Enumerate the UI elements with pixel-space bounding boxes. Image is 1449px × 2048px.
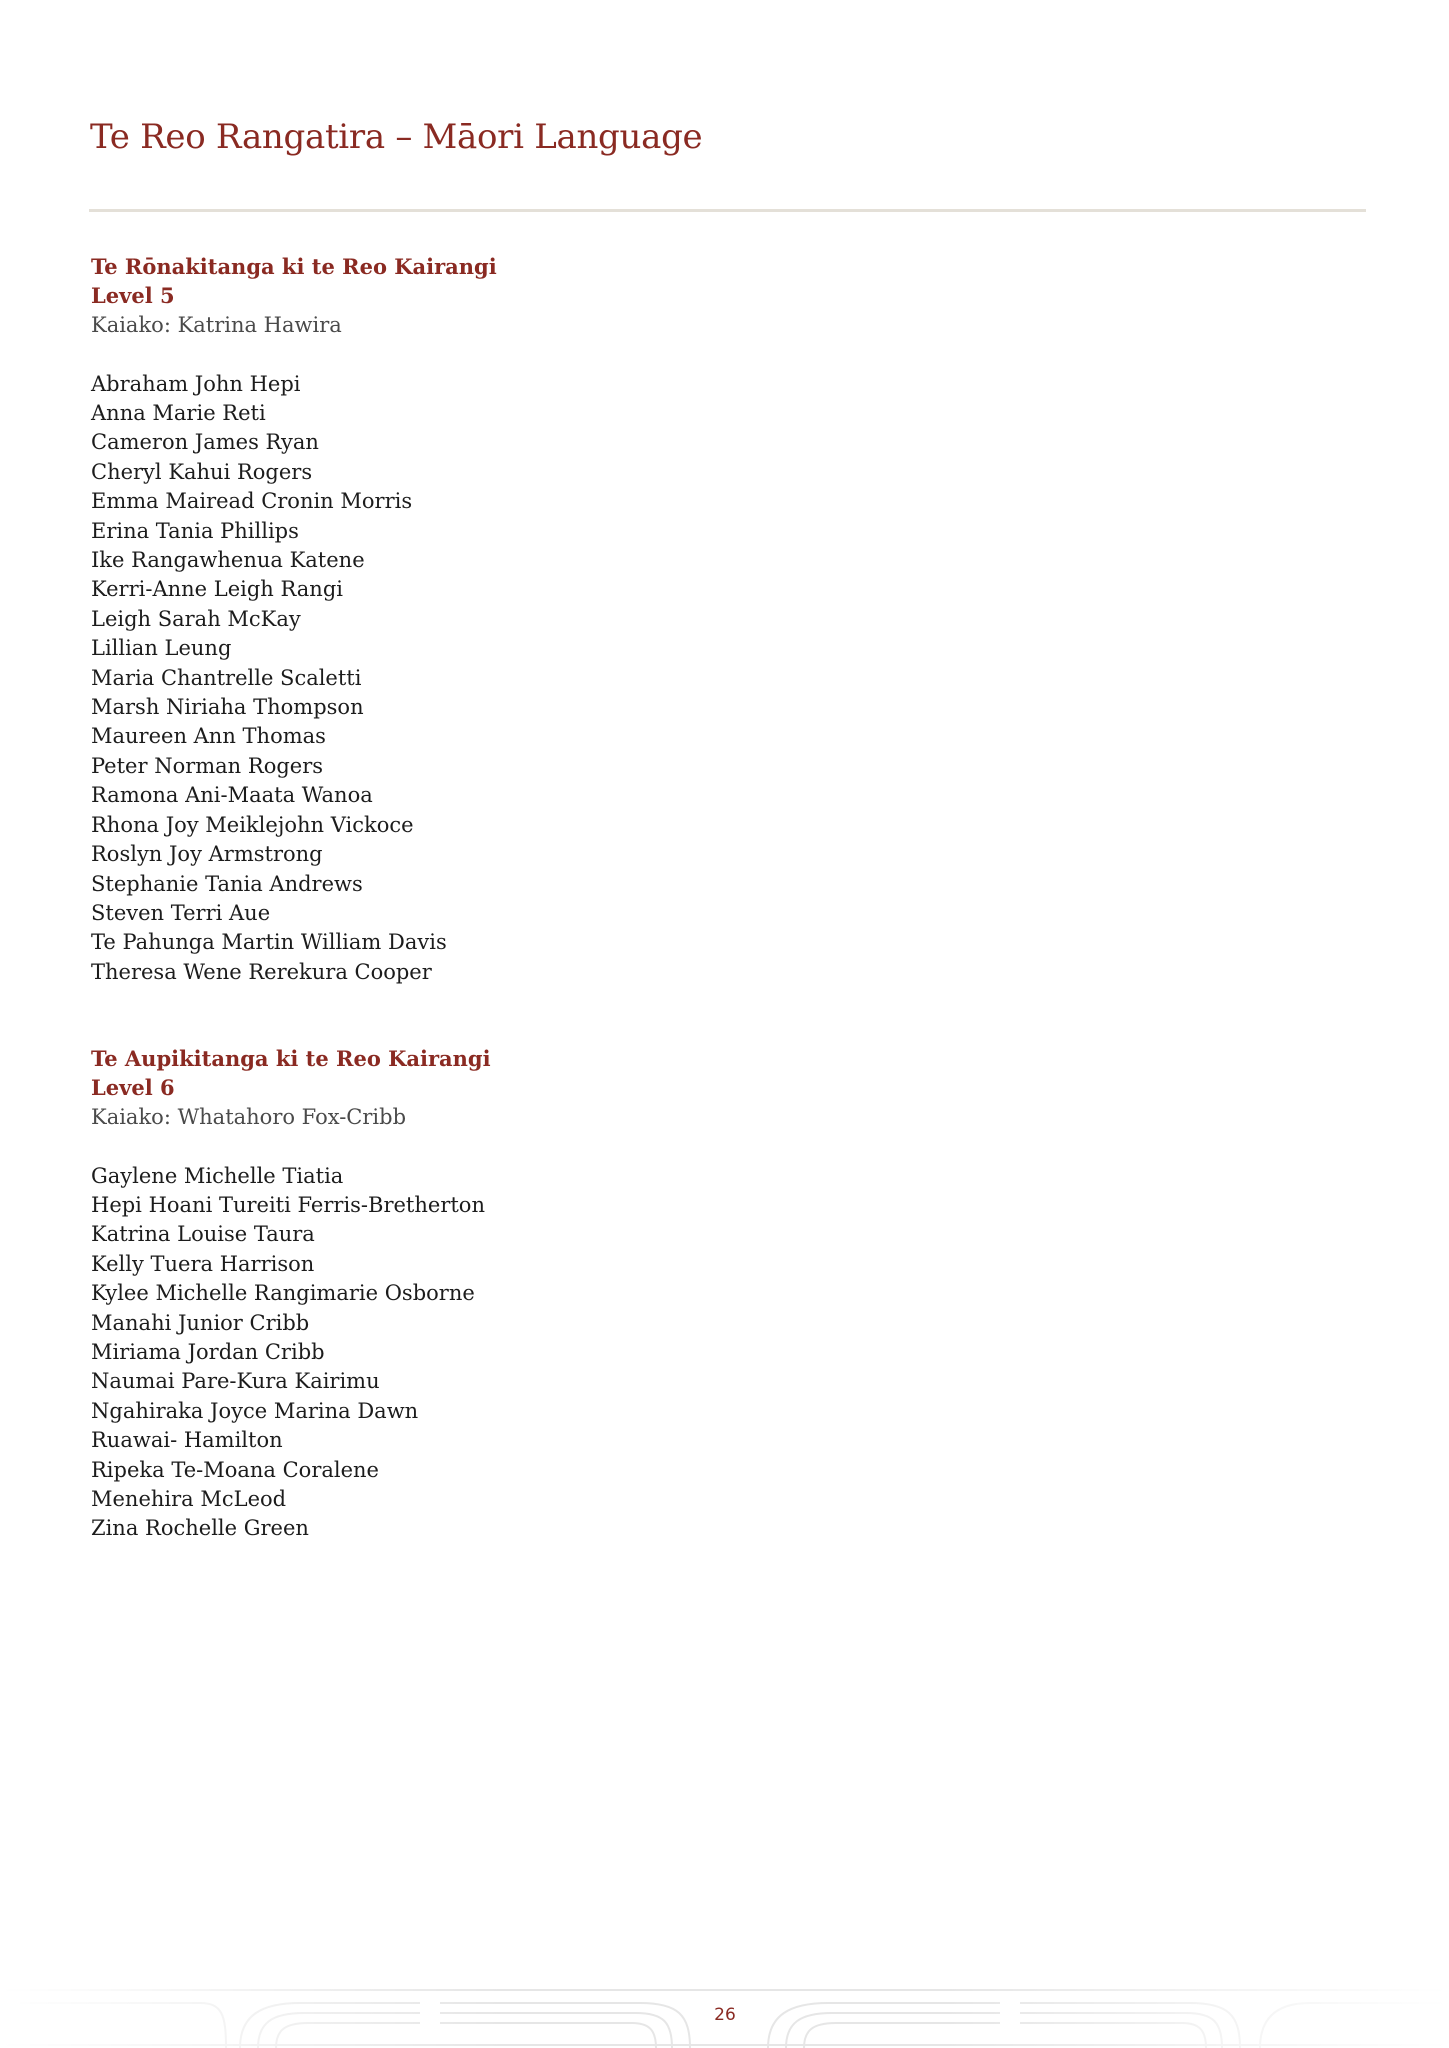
student-name: Kerri-Anne Leigh Rangi: [91, 577, 343, 602]
course-name: Te Rōnakitanga ki te Reo Kairangi: [91, 254, 497, 279]
student-name: Miriama Jordan Cribb: [91, 1340, 325, 1365]
student-name: Abraham John Hepi: [91, 371, 301, 396]
student-name: Peter Norman Rogers: [91, 753, 324, 778]
student-name: Ripeka Te-Moana Coralene: [91, 1457, 379, 1482]
page-number: 26: [714, 2005, 736, 2025]
student-name: Maria Chantrelle Scaletti: [91, 665, 362, 690]
student-name: Erina Tania Phillips: [91, 518, 299, 543]
student-name: Hepi Hoani Tureiti Ferris-Bretherton: [91, 1193, 485, 1218]
student-name: Theresa Wene Rerekura Cooper: [91, 959, 432, 984]
student-name: Emma Mairead Cronin Morris: [91, 489, 413, 514]
student-name: Cheryl Kahui Rogers: [91, 459, 313, 484]
course-name: Te Aupikitanga ki te Reo Kairangi: [91, 1046, 491, 1071]
course-section-level-6: [91, 1044, 891, 1544]
student-name-list: [91, 1162, 891, 1544]
page-title: Te Reo Rangatira – Māori Language: [90, 117, 703, 157]
student-name: Anna Marie Reti: [91, 401, 266, 426]
student-name: Ngahiraka Joyce Marina Dawn: [91, 1398, 419, 1423]
student-name: Naumai Pare-Kura Kairimu: [91, 1369, 380, 1394]
student-name: Gaylene Michelle Tiatia: [91, 1163, 344, 1188]
course-section-level-5: [91, 252, 891, 987]
student-name: Ramona Ani-Maata Wanoa: [91, 783, 373, 808]
student-name: Menehira McLeod: [91, 1487, 287, 1512]
student-name-list: [91, 370, 891, 988]
course-level: Level 6: [91, 1075, 175, 1101]
student-name: Lillian Leung: [91, 636, 232, 661]
student-name: Kelly Tuera Harrison: [91, 1251, 315, 1276]
student-name: Te Pahunga Martin William Davis: [91, 930, 447, 955]
title-divider: [89, 209, 1366, 212]
student-name: Manahi Junior Cribb: [91, 1310, 310, 1335]
student-name: Ruawai- Hamilton: [91, 1428, 283, 1453]
kaiako-line: Kaiako: Whatahoro Fox-Cribb: [91, 1104, 407, 1129]
student-name: Stephanie Tania Andrews: [91, 871, 363, 896]
student-name: Zina Rochelle Green: [91, 1516, 309, 1541]
student-name: Roslyn Joy Armstrong: [91, 842, 323, 867]
student-name: Leigh Sarah McKay: [91, 606, 301, 631]
course-level: Level 5: [91, 283, 175, 309]
student-name: Kylee Michelle Rangimarie Osborne: [91, 1281, 475, 1306]
student-name: Rhona Joy Meiklejohn Vickoce: [91, 812, 414, 837]
student-name: Maureen Ann Thomas: [91, 724, 326, 749]
kaiako-line: Kaiako: Katrina Hawira: [91, 312, 342, 337]
student-name: Cameron James Ryan: [91, 430, 319, 455]
student-name: Ike Rangawhenua Katene: [91, 548, 365, 573]
student-name: Steven Terri Aue: [91, 900, 271, 925]
student-name: Marsh Niriaha Thompson: [91, 695, 364, 720]
student-name: Katrina Louise Taura: [91, 1222, 315, 1247]
